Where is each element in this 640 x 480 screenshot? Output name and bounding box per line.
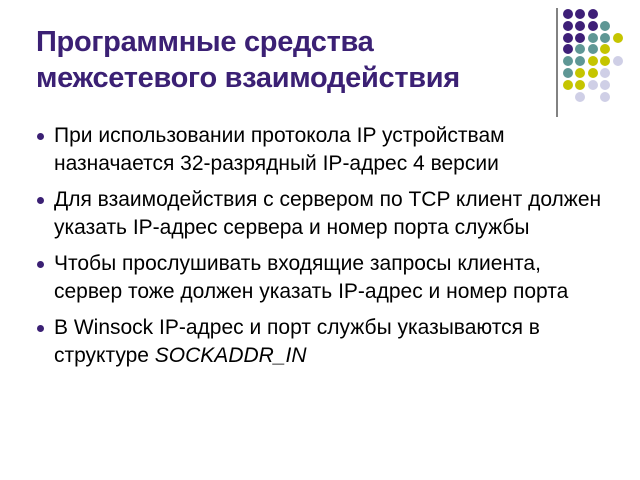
decorative-dot: [600, 92, 610, 102]
vertical-divider: [556, 8, 558, 117]
decorative-dot: [563, 56, 573, 66]
decorative-dot: [575, 92, 585, 102]
decorative-dot: [588, 80, 598, 90]
decorative-dot: [613, 33, 623, 43]
bullet-text-4-italic: SOCKADDR_IN: [154, 344, 307, 367]
slide-title-line-2: межсетевого взаимодействия: [36, 62, 460, 94]
bullet-text-2: [54, 186, 606, 242]
decorative-dot: [575, 68, 585, 78]
bullet-icon: [37, 197, 44, 204]
decorative-dot: [575, 33, 585, 43]
decorative-dot: [563, 21, 573, 31]
slide-title-line-1: Программные средства: [36, 26, 374, 58]
decorative-dot: [575, 44, 585, 54]
bullet-icon: [37, 261, 44, 268]
slide-body: [36, 122, 611, 378]
decorative-dot: [588, 21, 598, 31]
slide-title: [36, 24, 556, 96]
decorative-dot: [575, 80, 585, 90]
bullet-text-1: [54, 122, 606, 178]
decorative-dot: [600, 21, 610, 31]
bullet-item-4: [36, 314, 611, 370]
decorative-dot: [588, 44, 598, 54]
dot-matrix-decoration: [563, 9, 633, 109]
decorative-dot: [563, 68, 573, 78]
bullet-text-4-main: В Winsock IP-адрес и порт службы указываются в структуре: [54, 316, 540, 367]
decorative-dot: [600, 33, 610, 43]
bullet-item-3: [36, 250, 611, 306]
bullet-text-3: [54, 250, 606, 306]
decorative-dot: [613, 56, 623, 66]
bullet-icon: [37, 325, 44, 332]
decorative-dot: [588, 33, 598, 43]
decorative-dot: [563, 9, 573, 19]
bullet-icon: [37, 133, 44, 140]
bullet-text-3-main: Чтобы прослушивать входящие запросы клиента, сервер тоже должен указать IP-адрес и номер порта: [54, 252, 569, 303]
decorative-dot: [575, 9, 585, 19]
bullet-item-1: [36, 122, 611, 178]
decorative-dot: [600, 44, 610, 54]
bullet-text-4: [54, 314, 606, 370]
decorative-dot: [563, 80, 573, 90]
decorative-dot: [563, 44, 573, 54]
decorative-dot: [588, 56, 598, 66]
bullet-item-2: [36, 186, 611, 242]
bullet-text-1-main: При использовании протокола IP устройствам назначается 32-разрядный IP-адрес 4 версии: [54, 124, 505, 175]
bullet-list: [36, 122, 611, 370]
decorative-dot: [600, 56, 610, 66]
bullet-text-2-main: Для взаимодействия с сервером по TCP клиент должен указать IP-адрес сервера и номер порта службы: [54, 188, 602, 239]
decorative-dot: [600, 80, 610, 90]
decorative-dot: [600, 68, 610, 78]
decorative-dot: [575, 21, 585, 31]
decorative-dot: [575, 56, 585, 66]
decorative-dot: [588, 68, 598, 78]
decorative-dot: [563, 33, 573, 43]
decorative-dot: [588, 9, 598, 19]
